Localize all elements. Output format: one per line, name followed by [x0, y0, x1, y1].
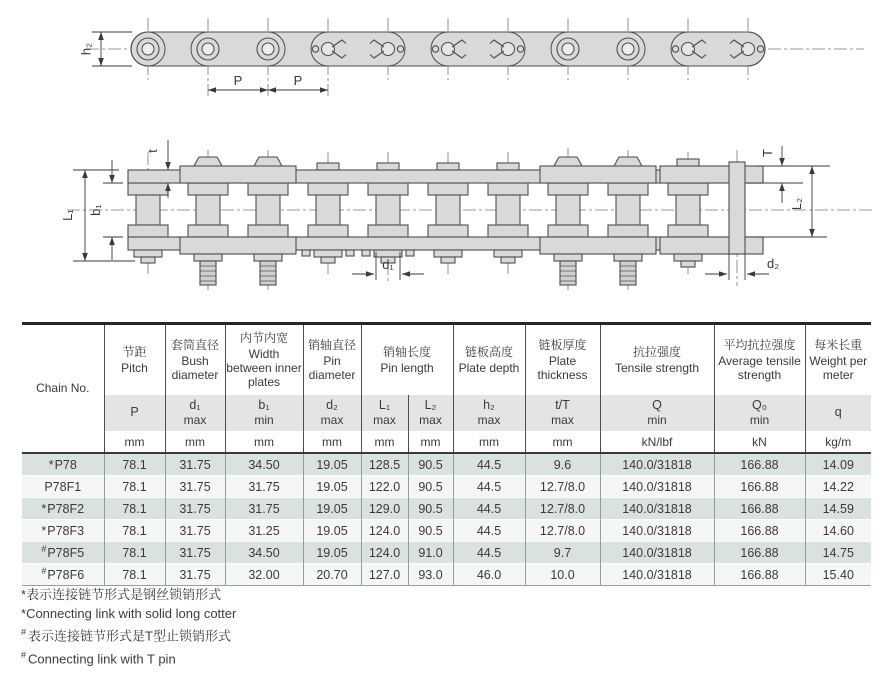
value-cell: 140.0/31818: [600, 520, 714, 542]
value-cell: 31.75: [225, 498, 303, 520]
value-cell: 9.7: [525, 542, 600, 564]
dim-label-L2: L₂: [789, 197, 804, 211]
chain-no-text: P78F3: [47, 523, 85, 538]
value-cell: 166.88: [714, 453, 805, 476]
value-cell: 140.0/31818: [600, 476, 714, 498]
value-cell: 78.1: [104, 476, 165, 498]
symbol-header: [805, 395, 871, 431]
dim-label-d2: d₂: [767, 256, 780, 271]
column-header: [805, 324, 871, 396]
value-cell: 44.5: [453, 542, 525, 564]
column-header-zh: 每米长重: [814, 337, 863, 352]
chain-no-cell: [22, 476, 104, 498]
value-cell: 78.1: [104, 542, 165, 564]
value-cell: 14.75: [805, 542, 871, 564]
symbol-text: L₁: [378, 397, 391, 412]
column-header-en: Tensile strength: [614, 361, 700, 375]
value-cell: 140.0/31818: [600, 542, 714, 564]
unit-header: mm: [165, 431, 225, 453]
chain-side-view-drawing: [55, 122, 890, 298]
dimension-L1: [73, 170, 135, 261]
value-cell: 91.0: [408, 542, 453, 564]
table-row: [22, 564, 871, 586]
column-header: [225, 324, 303, 396]
dim-label-T: T: [760, 149, 775, 157]
chain-no-prefix: #: [41, 566, 47, 577]
column-header-en: Pitch: [121, 361, 148, 375]
spec-table-body: [22, 453, 871, 586]
column-header: [714, 324, 805, 396]
footnotes: [21, 586, 236, 669]
dim-label-L1: L₁: [60, 209, 75, 221]
unit-header: mm: [361, 431, 408, 453]
value-cell: 34.50: [225, 542, 303, 564]
value-cell: 19.05: [303, 520, 361, 542]
column-header-en: Weight per meter: [809, 353, 868, 383]
symbol-header: [714, 395, 805, 431]
pin-stacks: [128, 183, 708, 237]
limit-text: min: [647, 413, 667, 428]
footnote-text: 表示连接链节形式是T型止锁销形式: [28, 628, 231, 644]
value-cell: 19.05: [303, 542, 361, 564]
chain-strand: [131, 32, 765, 66]
value-cell: 140.0/31818: [600, 453, 714, 476]
chain-links: [128, 157, 763, 285]
symbol-header: [104, 395, 165, 431]
value-cell: 46.0: [453, 564, 525, 586]
dim-label-t: t: [145, 149, 160, 153]
value-cell: 15.40: [805, 564, 871, 586]
unit-header: kg/m: [805, 431, 871, 453]
value-cell: 19.05: [303, 498, 361, 520]
limit-text: max: [320, 413, 344, 428]
value-cell: 44.5: [453, 520, 525, 542]
symbol-header: [525, 395, 600, 431]
value-cell: 31.75: [225, 476, 303, 498]
chain-no-text: P78F2: [47, 501, 85, 516]
column-header-en: Pin length: [380, 361, 434, 375]
footnote-line: [21, 605, 236, 624]
column-header-zh: 套筒直径: [170, 337, 219, 352]
value-cell: 32.00: [225, 564, 303, 586]
value-cell: 78.1: [104, 498, 165, 520]
value-cell: 90.5: [408, 520, 453, 542]
value-cell: 31.75: [165, 520, 225, 542]
value-cell: 166.88: [714, 542, 805, 564]
header-row-symbols: [22, 395, 871, 431]
value-cell: 20.70: [303, 564, 361, 586]
header-row-units: [22, 431, 871, 453]
symbol-text: h₂: [483, 397, 495, 412]
limit-text: max: [551, 413, 574, 428]
column-header-zh: 平均抗拉强度: [723, 337, 796, 352]
column-header-zh: 销轴直径: [307, 337, 356, 352]
value-cell: 14.09: [805, 453, 871, 476]
corner-header: Chain No.: [36, 381, 90, 396]
unit-header: mm: [408, 431, 453, 453]
value-cell: 166.88: [714, 498, 805, 520]
column-header: [303, 324, 361, 396]
column-header: [600, 324, 714, 396]
value-cell: 44.5: [453, 453, 525, 476]
footnote-text: Connecting link with solid long cotter: [26, 605, 237, 621]
symbol-header: [225, 395, 303, 431]
limit-text: max: [477, 413, 501, 428]
table-row: [22, 542, 871, 564]
value-cell: 166.88: [714, 520, 805, 542]
value-cell: 31.75: [165, 476, 225, 498]
value-cell: 14.22: [805, 476, 871, 498]
footnote-marker: #: [21, 627, 27, 637]
value-cell: 31.75: [165, 453, 225, 476]
column-header: [525, 324, 600, 396]
symbol-text: Q₀: [752, 397, 767, 412]
table-row: [22, 453, 871, 476]
chain-no-prefix: #: [41, 544, 47, 555]
column-header: [104, 324, 165, 396]
symbol-text: d₁: [189, 397, 201, 412]
chain-no-cell: [22, 564, 104, 586]
chain-no-prefix: *: [48, 457, 54, 472]
unit-header: mm: [225, 431, 303, 453]
value-cell: 31.75: [165, 542, 225, 564]
value-cell: 90.5: [408, 476, 453, 498]
column-header: [361, 324, 453, 396]
symbol-text: P: [130, 405, 139, 420]
value-cell: 44.5: [453, 476, 525, 498]
chain-no-prefix: *: [41, 501, 47, 516]
value-cell: 140.0/31818: [600, 564, 714, 586]
value-cell: 78.1: [104, 520, 165, 542]
unit-header: mm: [525, 431, 600, 453]
value-cell: 124.0: [361, 520, 408, 542]
spec-table-head: [22, 324, 871, 454]
value-cell: 93.0: [408, 564, 453, 586]
value-cell: 34.50: [225, 453, 303, 476]
chain-no-text: P78F5: [47, 546, 85, 561]
value-cell: 10.0: [525, 564, 600, 586]
unit-header: mm: [453, 431, 525, 453]
footnote-line: [21, 646, 236, 669]
column-header-zh: 内节内宽: [239, 330, 288, 345]
value-cell: 12.7/8.0: [525, 520, 600, 542]
limit-text: max: [183, 413, 207, 428]
dim-label-p-right: P: [293, 73, 303, 88]
limit-text: min: [749, 413, 770, 428]
value-cell: 90.5: [408, 453, 453, 476]
spec-table: [22, 322, 871, 586]
value-cell: 90.5: [408, 498, 453, 520]
unit-header: mm: [104, 431, 165, 453]
chain-no-text: P78F1: [44, 479, 82, 494]
column-header-zh: 抗拉强度: [632, 344, 681, 359]
value-cell: 78.1: [104, 453, 165, 476]
value-cell: 140.0/31818: [600, 498, 714, 520]
symbol-text: L₂: [424, 397, 437, 412]
column-header-en: Bush diameter: [171, 353, 219, 383]
value-cell: 12.7/8.0: [525, 476, 600, 498]
symbol-text: d₂: [326, 397, 338, 412]
value-cell: 127.0: [361, 564, 408, 586]
value-cell: 124.0: [361, 542, 408, 564]
chain-no-text: P78F6: [47, 568, 85, 583]
chain-no-prefix: *: [41, 523, 47, 538]
column-header-en: Plate depth: [458, 361, 520, 375]
limit-text: min: [254, 413, 274, 428]
symbol-header: [303, 395, 361, 431]
header-row-names: [22, 324, 871, 396]
value-cell: 128.5: [361, 453, 408, 476]
connecting-pin-plate: [729, 162, 745, 254]
symbol-text: b₁: [258, 397, 270, 412]
footnote-marker: *: [21, 587, 27, 602]
value-cell: 122.0: [361, 476, 408, 498]
value-cell: 31.25: [225, 520, 303, 542]
dim-label-p-left: P: [233, 73, 243, 88]
dim-label-d1: d₁: [382, 257, 394, 272]
value-cell: 19.05: [303, 453, 361, 476]
unit-header: kN: [714, 431, 805, 453]
column-header-en: Width between inner plates: [226, 346, 302, 390]
unit-header: kN/lbf: [600, 431, 714, 453]
symbol-header: [408, 395, 453, 431]
symbol-header: [165, 395, 225, 431]
column-header-zh: 节距: [122, 344, 147, 359]
chain-no-cell: [22, 453, 104, 476]
value-cell: 31.75: [165, 564, 225, 586]
value-cell: 166.88: [714, 564, 805, 586]
footnote-line: [21, 586, 236, 605]
chain-no-cell: [22, 498, 104, 520]
symbol-header: [600, 395, 714, 431]
symbol-header: [453, 395, 525, 431]
column-header-en: Average tensile strength: [718, 353, 801, 383]
threaded-studs: [194, 254, 642, 285]
value-cell: 44.5: [453, 498, 525, 520]
footnote-line: [21, 623, 236, 646]
column-header: [165, 324, 225, 396]
symbol-text: t/T: [555, 397, 570, 412]
value-cell: 31.75: [165, 498, 225, 520]
chain-no-text: P78: [54, 457, 77, 472]
value-cell: 166.88: [714, 476, 805, 498]
dim-label-h2: h₂: [78, 42, 94, 56]
footnote-text: Connecting link with T pin: [28, 651, 176, 667]
value-cell: 129.0: [361, 498, 408, 520]
chain-no-cell: [22, 542, 104, 564]
symbol-text: q: [834, 405, 842, 420]
value-cell: 19.05: [303, 476, 361, 498]
column-header-zh: 链板高度: [464, 344, 513, 359]
unit-header: mm: [303, 431, 361, 453]
value-cell: 9.6: [525, 453, 600, 476]
value-cell: 12.7/8.0: [525, 498, 600, 520]
dim-label-b1: b₁: [88, 204, 103, 216]
limit-text: max: [419, 413, 442, 428]
column-header-zh: 销轴长度: [382, 344, 431, 359]
limit-text: max: [373, 413, 396, 428]
value-cell: 14.59: [805, 498, 871, 520]
footnote-marker: *: [21, 605, 27, 621]
table-row: [22, 476, 871, 498]
footnote-text: 表示连接链节形式是钢丝锁销形式: [26, 587, 222, 602]
value-cell: 14.60: [805, 520, 871, 542]
column-header-en: Pin diameter: [308, 353, 356, 383]
table-row: [22, 520, 871, 542]
chain-no-cell: [22, 520, 104, 542]
symbol-text: Q: [652, 397, 662, 412]
value-cell: 78.1: [104, 564, 165, 586]
column-header-zh: 链板厚度: [538, 337, 587, 352]
column-header-en: Plate thickness: [537, 353, 588, 383]
chain-top-view-drawing: [70, 6, 882, 110]
table-row: [22, 498, 871, 520]
footnote-marker: #: [21, 649, 27, 660]
column-header: [453, 324, 525, 396]
symbol-header: [361, 395, 408, 431]
